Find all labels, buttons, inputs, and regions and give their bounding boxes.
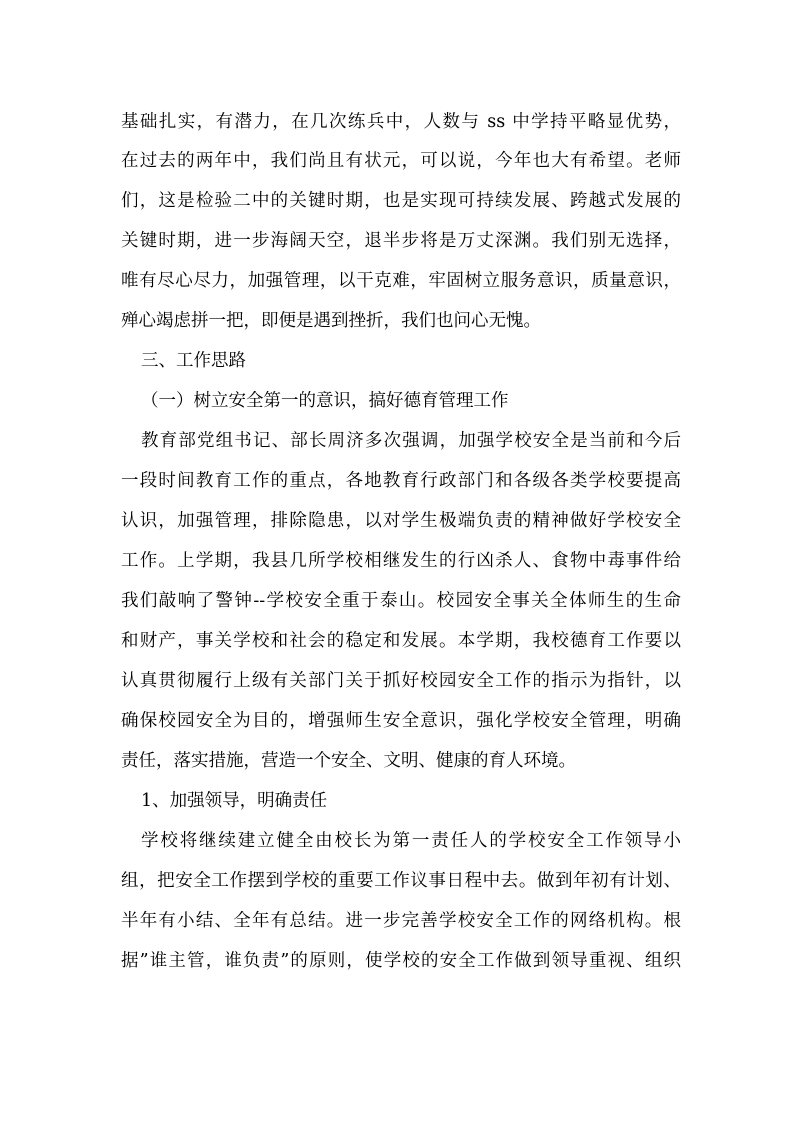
paragraph-line-17: 组，把安全工作摆到学校的重要工作议事日程中去。做到年初有计划、 [121,871,681,891]
paragraph-line-3: 们，这是检验二中的关键时期，也是实现可持续发展、跨越式发展的 [121,191,681,211]
paragraph-line-4: 关键时期，进一步海阔天空，退半步将是万丈深渊。我们别无选择， [121,231,681,251]
paragraph-line-5: 唯有尽心尽力，加强管理，以干克难，牢固树立服务意识，质量意识， [121,271,681,291]
paragraph-line-2: 在过去的两年中，我们尚且有状元，可以说，今年也大有希望。老师 [121,151,681,171]
subsection-heading-safety: （一）树立安全第一的意识，搞好德育管理工作 [141,391,509,411]
paragraph-line-7: 教育部党组书记、部长周济多次强调，加强学校安全是当前和今后 [141,431,681,451]
paragraph-line-10: 工作。上学期，我县几所学校相继发生的行凶杀人、食物中毒事件给 [121,551,681,571]
paragraph-line-12: 和财产，事关学校和社会的稳定和发展。本学期，我校德育工作要以 [121,631,681,651]
paragraph-line-18: 半年有小结、全年有总结。进一步完善学校安全工作的网络机构。根 [121,911,681,931]
paragraph-line-19: 据”谁主管，谁负责”的原则，使学校的安全工作做到领导重视、组织 [121,951,681,971]
paragraph-line-8: 一段时间教育工作的重点，各地教育行政部门和各级各类学校要提高 [121,471,681,491]
paragraph-line-11: 我们敲响了警钟--学校安全重于泰山。校园安全事关全体师生的生命 [121,591,681,611]
section-heading-work-ideas: 三、工作思路 [141,351,246,371]
paragraph-line-14: 确保校园安全为目的，增强师生安全意识，强化学校安全管理，明确 [121,711,681,731]
paragraph-line-6: 殚心竭虑拼一把，即便是遇到挫折，我们也问心无愧。 [121,311,541,331]
paragraph-line-9: 认识，加强管理，排除隐患，以对学生极端负责的精神做好学校安全 [121,511,681,531]
paragraph-line-1: 基础扎实，有潜力，在几次练兵中，人数与 ss 中学持平略显优势， [121,112,681,132]
paragraph-line-15: 责任，落实措施，营造一个安全、文明、健康的育人环境。 [121,751,576,771]
subsection-heading-leadership: 1、加强领导，明确责任 [141,791,328,811]
paragraph-line-13: 认真贯彻履行上级有关部门关于抓好校园安全工作的指示为指针，以 [121,671,681,691]
paragraph-line-16: 学校将继续建立健全由校长为第一责任人的学校安全工作领导小 [141,831,681,851]
